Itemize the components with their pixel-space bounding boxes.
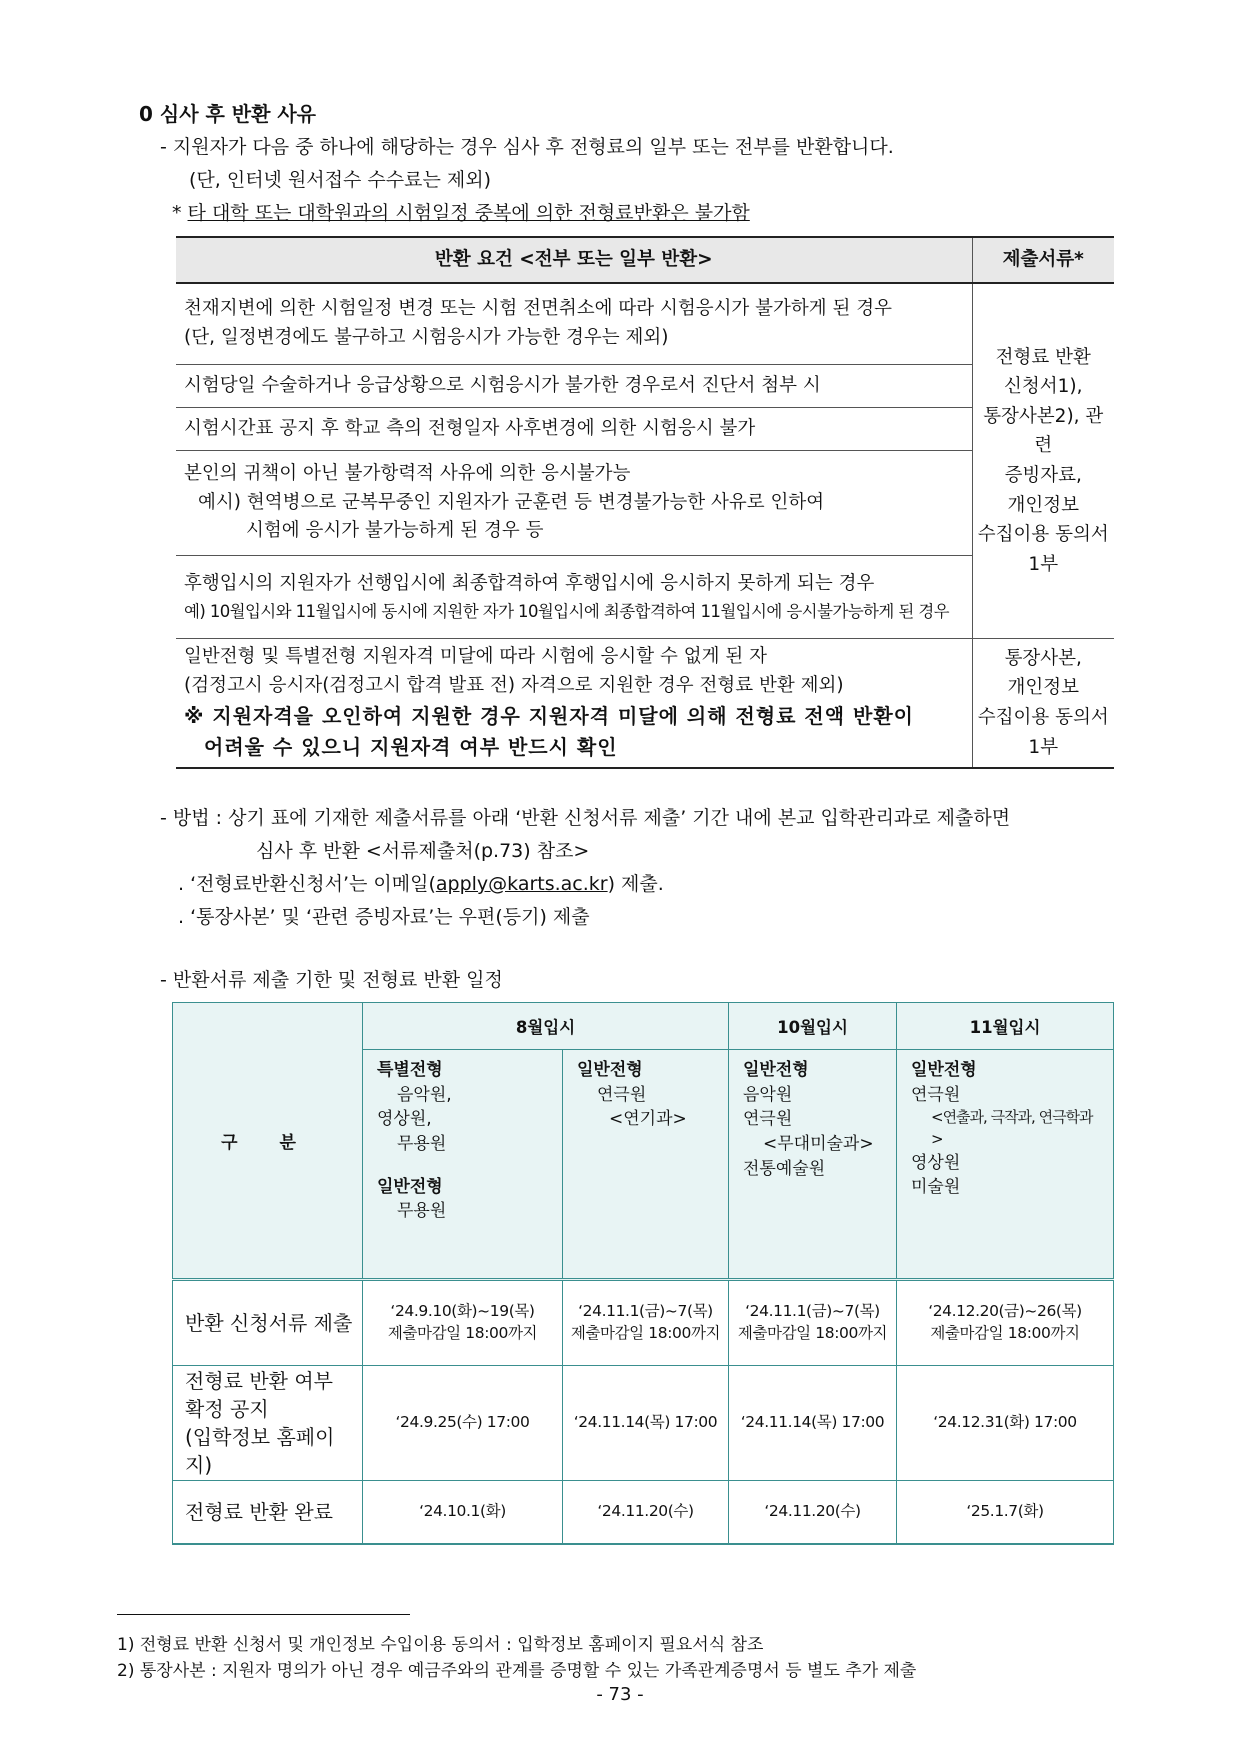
warning-note: 어려울 수 있으니 지원자격 여부 반드시 확인 (204, 734, 618, 759)
condition-line: 시험에 응시가 불가능하게 된 경우 등 (246, 520, 544, 542)
docs-line: 통장사본2), 관련 (983, 405, 1104, 457)
aug-general-cell (563, 1050, 729, 1280)
docs-line: 통장사본, (1004, 647, 1082, 669)
method-line: . ‘통장사본’ 및 ‘관련 증빙자료’는 우편(등기) 제출 (178, 906, 590, 928)
schedule-cell: ‘24.12.20(금)~26(목) 제출마감일 18:00까지 (897, 1280, 1114, 1366)
intro-text: - 지원자가 다음 중 하나에 해당하는 경우 심사 후 전형료의 일부 또는 전부를 반환합니다. (160, 136, 894, 158)
group-head: 일반전형 (911, 1060, 977, 1080)
condition-line: 예) 10월입시와 11월입시에 동시에 지원한 자가 10월입시에 최종합격하여 11월입시에 응시불가능하게 된 경우 (184, 601, 950, 621)
group-item: 전통예술원 (743, 1158, 826, 1179)
docs-cell (972, 283, 1114, 639)
footnote-2: 2) 통장사본 : 지원자 명의가 아닌 경우 예금주와의 관계를 증명할 수 있는 가족관계증명서 등 별도 추가 제출 (117, 1661, 917, 1681)
group-item: 음악원 (743, 1084, 793, 1105)
schedule-cell: ‘24.11.14(목) 17:00 (563, 1366, 729, 1481)
col-aug: 8월입시 (363, 1003, 729, 1050)
section-title: 0 심사 후 반환 사유 (139, 102, 317, 126)
method-email-line (178, 869, 664, 896)
intro-notice (172, 198, 750, 225)
docs-line: 개인정보 (1007, 494, 1079, 516)
schedule-cell: ‘24.9.25(수) 17:00 (363, 1366, 563, 1481)
group-item: <연기과> (609, 1109, 687, 1130)
condition-line: 본인의 귀책이 아닌 불가항력적 사유에 의한 응시불가능 (184, 462, 631, 484)
group-head: 일반전형 (743, 1060, 809, 1080)
star-mark: * (172, 202, 188, 224)
method-line: 심사 후 반환 <서류제출처(p.73) 참조> (256, 840, 590, 862)
row-label: 전형료 반환 완료 (173, 1481, 363, 1545)
schedule-header-row (173, 1003, 1114, 1050)
group-item: 영상원, (377, 1109, 432, 1130)
docs-line: 1부 (1028, 736, 1059, 758)
condition-cell: 시험시간표 공지 후 학교 측의 전형일자 사후변경에 의한 시험응시 불가 (176, 408, 972, 451)
group-item: 영상원 (911, 1152, 961, 1173)
aug-special-cell (363, 1050, 563, 1280)
docs-line: 증빙자료, (1004, 465, 1082, 486)
header-condition: 반환 요건 <전부 또는 일부 반환> (176, 237, 972, 283)
group-item: 미술원 (911, 1177, 961, 1198)
condition-line: 천재지변에 의한 시험일정 변경 또는 시험 전면취소에 따라 시험응시가 불가하게 된 경우 (184, 298, 893, 320)
footnote-divider (117, 1614, 410, 1615)
gubun-header: 구 분 (173, 1003, 363, 1280)
col-nov: 11월입시 (897, 1003, 1114, 1050)
col-oct: 10월입시 (729, 1003, 897, 1050)
header-docs: 제출서류* (972, 237, 1114, 283)
docs-line: 수집이용 동의서 (977, 707, 1109, 728)
method-text: ) 제출. (607, 873, 664, 895)
docs-cell (972, 639, 1114, 769)
docs-line: 전형료 반환 (995, 346, 1091, 368)
docs-line: 개인정보 (1007, 677, 1079, 699)
condition-cell (176, 451, 972, 556)
condition-cell (176, 556, 972, 639)
nov-general-cell (897, 1050, 1114, 1280)
notice-underlined: 타 대학 또는 대학원과의 시험일정 중복에 의한 전형료반환은 불가함 (187, 202, 750, 224)
schedule-cell: ‘25.1.7(화) (897, 1481, 1114, 1545)
schedule-cell: ‘24.11.1(금)~7(목) 제출마감일 18:00까지 (729, 1280, 897, 1366)
row-submit (173, 1280, 1114, 1366)
group-item: <연출과, 극작과, 연극학과> (931, 1108, 1093, 1149)
row-label: 반환 신청서류 제출 (173, 1280, 363, 1366)
warning-note: ※ 지원자격을 오인하여 지원한 경우 지원자격 미달에 의해 전형료 전액 반환이 (184, 703, 914, 728)
group-item: 연극원 (911, 1084, 961, 1105)
row-label: 전형료 반환 여부 확정 공지 (입학정보 홈페이지) (173, 1366, 363, 1481)
table-header-row (176, 237, 1114, 283)
schedule-cell: ‘24.9.10(화)~19(목) 제출마감일 18:00까지 (363, 1280, 563, 1366)
condition-cell (176, 283, 972, 365)
method-text: . ‘전형료반환신청서’는 이메일( (178, 873, 436, 895)
refund-conditions-table (176, 236, 1114, 769)
table-row (176, 283, 1114, 365)
group-item: 음악원, (397, 1084, 452, 1105)
footnote-1: 1) 전형료 반환 신청서 및 개인정보 수입이용 동의서 : 입학정보 홈페이지 필요서식 참조 (117, 1635, 764, 1655)
email-link[interactable]: apply@karts.ac.kr (435, 873, 608, 895)
condition-line: 후행입시의 지원자가 선행입시에 최종합격하여 후행입시에 응시하지 못하게 되는 경우 (184, 572, 875, 594)
docs-line: 신청서1), (1004, 376, 1083, 398)
schedule-cell: ‘24.12.31(화) 17:00 (897, 1366, 1114, 1481)
condition-cell: 시험당일 수술하거나 응급상황으로 시험응시가 불가한 경우로서 진단서 첨부 시 (176, 365, 972, 408)
condition-line: 예시) 현역병으로 군복무중인 지원자가 군훈련 등 변경불가능한 사유로 인하여 (198, 491, 825, 513)
group-item: 연극원 (743, 1109, 793, 1130)
group-head: 일반전형 (577, 1060, 643, 1080)
oct-general-cell (729, 1050, 897, 1280)
group-head: 일반전형 (377, 1176, 443, 1197)
schedule-cell: ‘24.11.14(목) 17:00 (729, 1366, 897, 1481)
schedule-title: - 반환서류 제출 기한 및 전형료 반환 일정 (160, 969, 503, 991)
condition-line: 일반전형 및 특별전형 지원자격 미달에 따라 시험에 응시할 수 없게 된 자 (184, 646, 767, 668)
table-row (176, 639, 1114, 769)
condition-cell (176, 639, 972, 769)
schedule-cell: ‘24.11.1(금)~7(목) 제출마감일 18:00까지 (563, 1280, 729, 1366)
intro-exception: (단, 인터넷 원서접수 수수료는 제외) (189, 169, 491, 191)
schedule-cell: ‘24.11.20(수) (729, 1481, 897, 1545)
row-done (173, 1481, 1114, 1545)
docs-line: 수집이용 동의서 (977, 524, 1109, 546)
refund-schedule-table (172, 1002, 1114, 1545)
page-number: - 73 - (596, 1684, 644, 1705)
method-line: - 방법 : 상기 표에 기재한 제출서류를 아래 ‘반환 신청서류 제출’ 기간 내에 본교 입학관리과로 제출하면 (160, 807, 1011, 829)
group-item: 연극원 (597, 1084, 647, 1105)
docs-line: 1부 (1028, 553, 1059, 575)
row-notice (173, 1366, 1114, 1481)
group-item: 무용원 (397, 1201, 447, 1222)
condition-line: (검정고시 응시자(검정고시 합격 발표 전) 자격으로 지원한 경우 전형료 반환 제외) (184, 675, 844, 696)
schedule-cell: ‘24.11.20(수) (563, 1481, 729, 1545)
condition-line: (단, 일정변경에도 불구하고 시험응시가 가능한 경우는 제외) (184, 327, 669, 348)
group-head: 특별전형 (377, 1060, 443, 1080)
group-item: 무용원 (397, 1133, 447, 1154)
schedule-cell: ‘24.10.1(화) (363, 1481, 563, 1545)
group-item: <무대미술과> (763, 1133, 874, 1154)
